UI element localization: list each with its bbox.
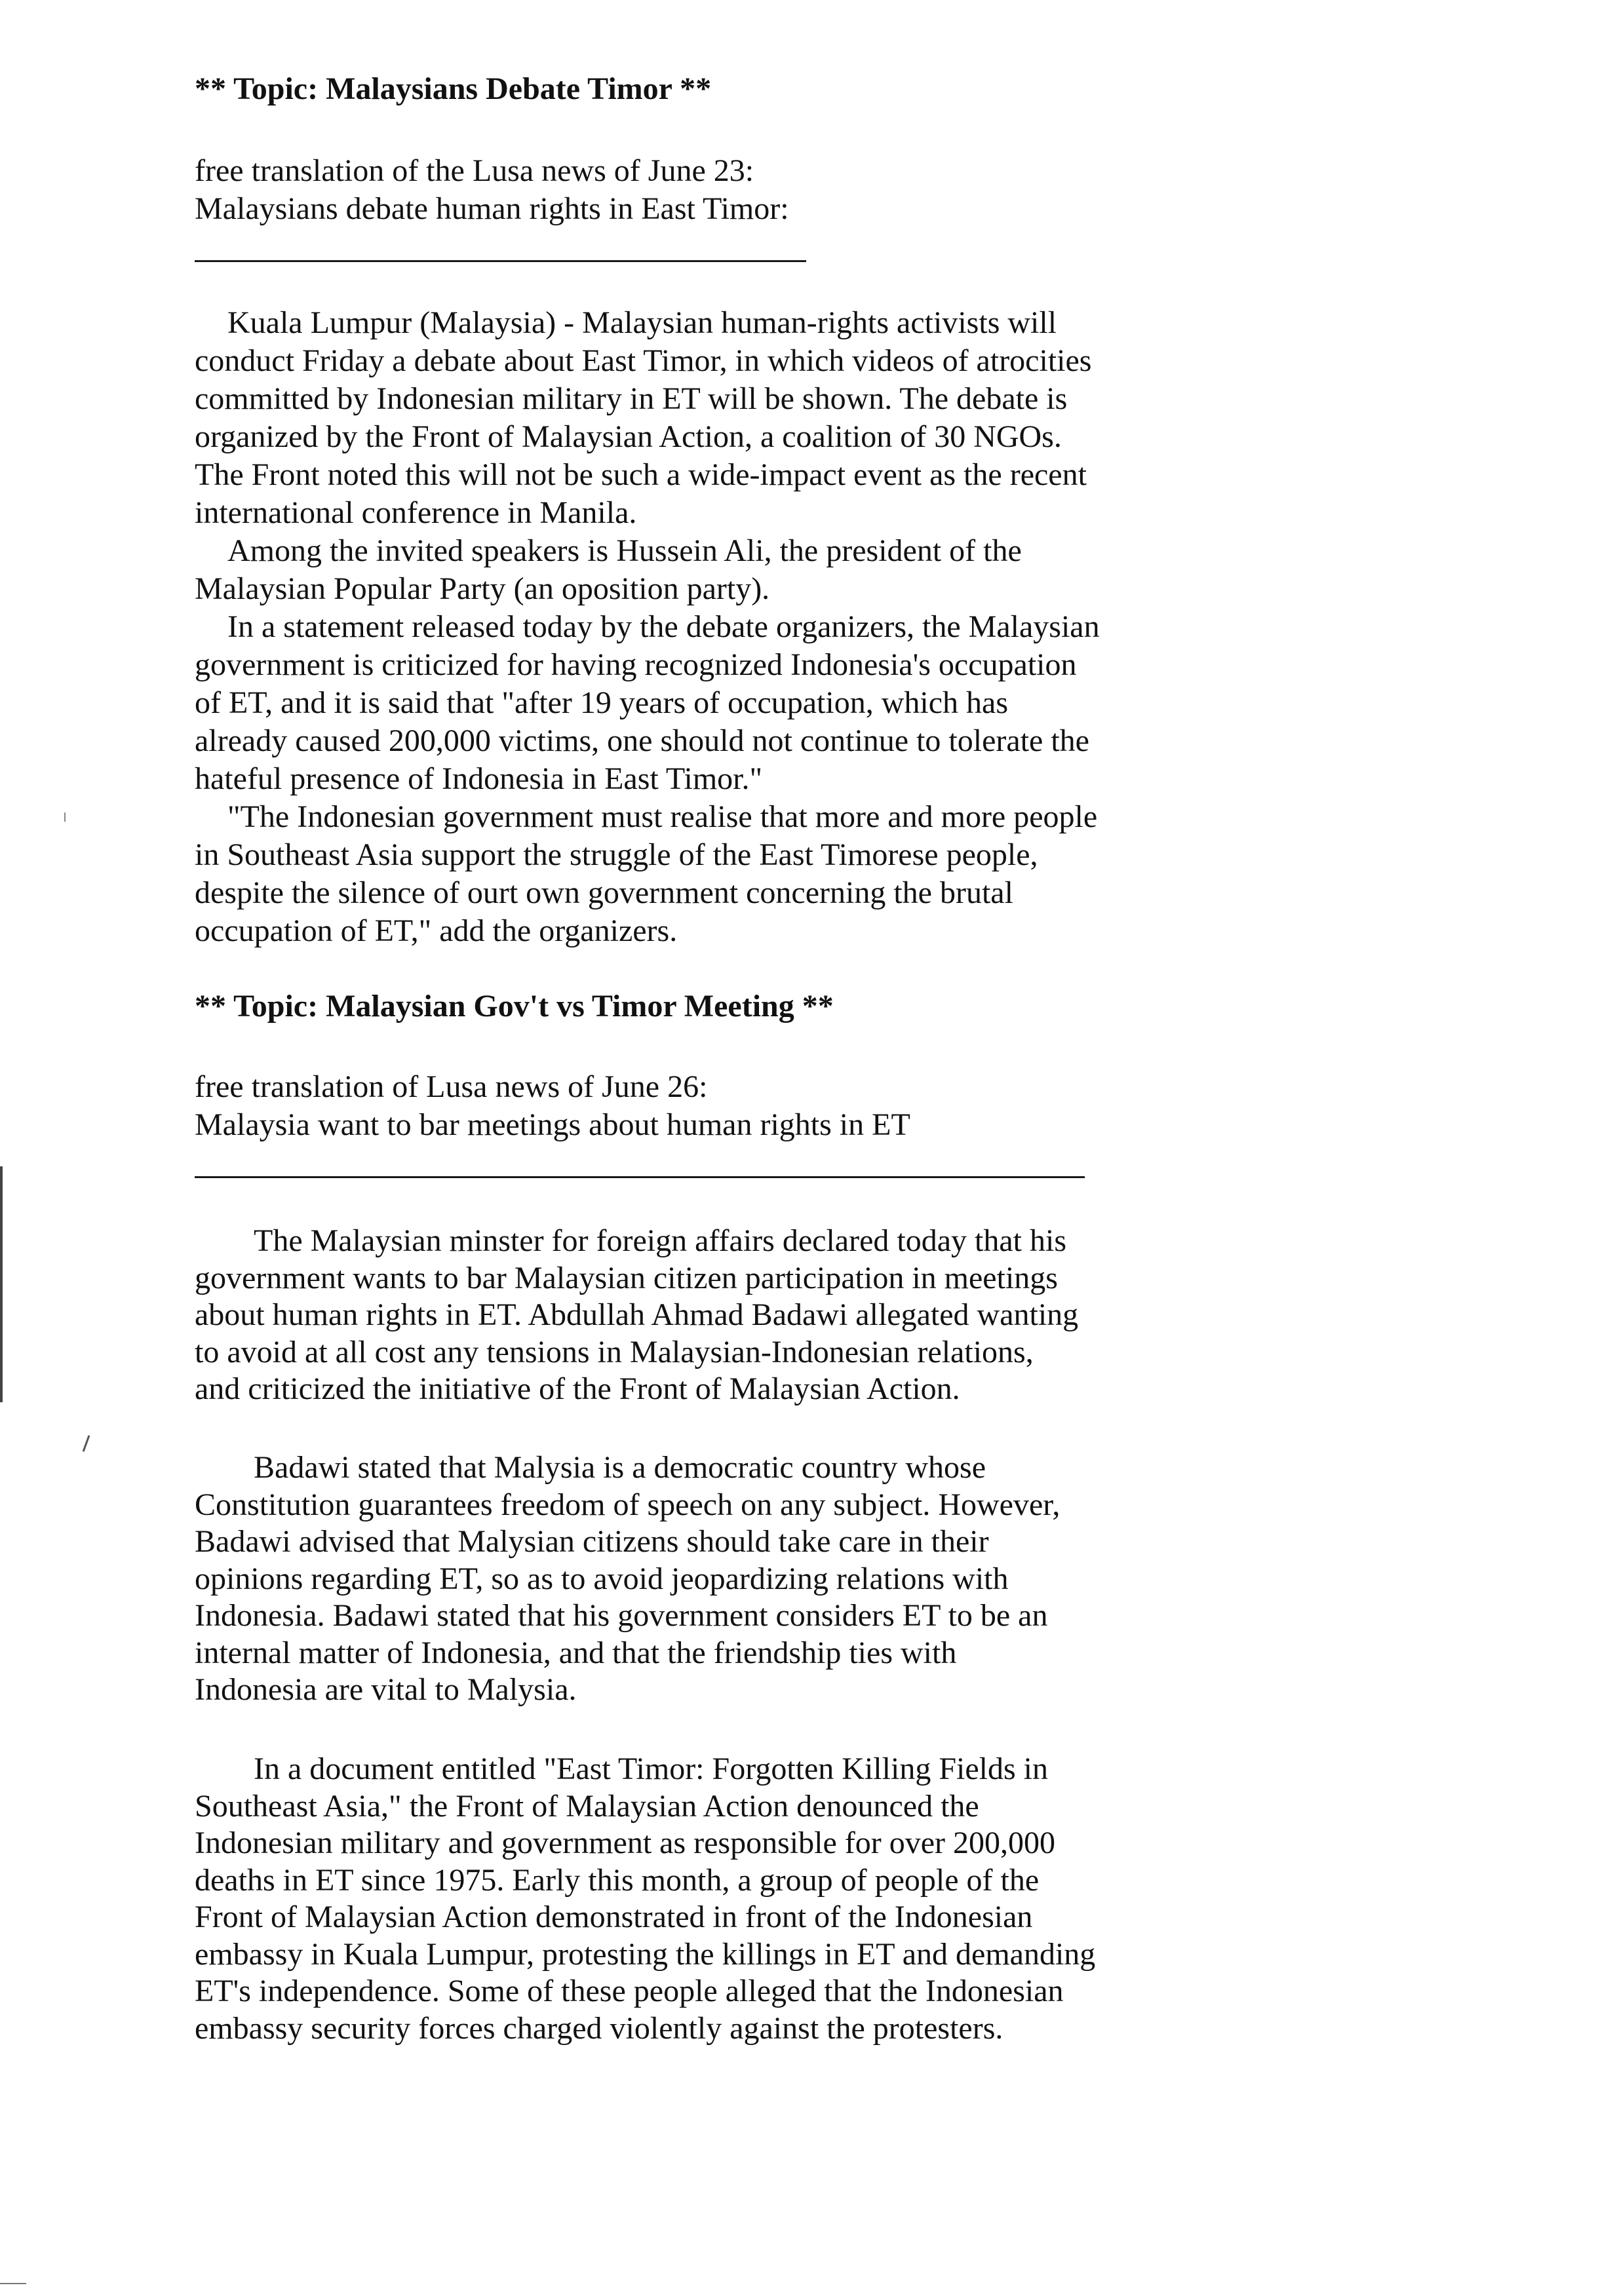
text-line: ET's independence. Some of these people alleged that the Indonesian [195,1974,1064,2008]
scan-edge-mark [0,2283,26,2284]
text-line: internal matter of Indonesia, and that the friendship ties with [195,1635,957,1670]
text-line: Constitution guarantees freedom of speech on any subject. However, [195,1487,1060,1522]
section1-paragraph [195,304,1091,532]
text-line: Southeast Asia," the Front of Malaysian Action denounced the [195,1788,979,1824]
section2-divider [195,1176,1085,1178]
text-line: to avoid at all cost any tensions in Malaysian-Indonesian relations, [195,1334,1034,1369]
text-line: deaths in ET since 1975. Early this month, a group of people of the [195,1862,1040,1898]
section1-paragraph [195,532,1022,608]
text-line: Malaysian Popular Party (an oposition party). [195,571,770,606]
text-line: and criticized the initiative of the Front of Malaysian Action. [195,1371,960,1406]
text-line: of ET, and it is said that "after 19 years of occupation, which has [195,685,1008,720]
text-line: in Southeast Asia support the struggle of the East Timorese people, [195,837,1038,872]
text-line: international conference in Manila. [195,495,637,530]
section2-paragraph [195,1751,1095,2047]
text-line: opinions regarding ET, so as to avoid jeopardizing relations with [195,1561,1009,1596]
text-line: already caused 200,000 victims, one should not continue to tolerate the [195,723,1089,758]
text-line: Kuala Lumpur (Malaysia) - Malaysian human-rights activists will [227,305,1057,340]
text-line: embassy in Kuala Lumpur, protesting the killings in ET and demanding [195,1936,1096,1972]
text-line: The Front noted this will not be such a wide-impact event as the recent [195,457,1087,492]
text-line: about human rights in ET. Abdullah Ahmad Badawi allegated wanting [195,1297,1079,1332]
text-line: Front of Malaysian Action demonstrated in front of the Indonesian [195,1900,1033,1934]
text-line: embassy security forces charged violently against the protesters. [195,2010,1003,2046]
text-line: The Malaysian minster for foreign affairs declared today that his [254,1223,1067,1258]
text-line: Indonesia. Badawi stated that his government considers ET to be an [195,1598,1048,1633]
section1-subtitle-line: free translation of the Lusa news of June 23: [195,153,754,188]
text-line: conduct Friday a debate about East Timor, in which videos of atrocities [195,343,1092,378]
section2-topic-heading: ** Topic: Malaysian Gov't vs Timor Meeting ** [195,989,834,1024]
section1-subtitle-line: Malaysians debate human rights in East Timor: [195,191,789,226]
text-line: Indonesian military and government as responsible for over 200,000 [195,1826,1056,1860]
section2-paragraph [195,1449,1060,1709]
scan-speck [64,813,66,822]
text-line: Badawi stated that Malysia is a democratic country whose [254,1450,986,1485]
text-line: "The Indonesian government must realise that more and more people [227,799,1098,834]
section2-subtitle-line: free translation of Lusa news of June 26: [195,1069,708,1104]
text-line: organized by the Front of Malaysian Action, a coalition of 30 NGOs. [195,419,1062,454]
section1-subtitle [195,152,789,228]
text-line: committed by Indonesian military in ET will be shown. The debate is [195,381,1068,416]
section2-paragraph [195,1223,1078,1408]
text-line: In a document entitled "East Timor: Forgotten Killing Fields in [254,1751,1048,1786]
text-line: government wants to bar Malaysian citizen participation in meetings [195,1260,1058,1295]
text-line: Indonesia are vital to Malysia. [195,1672,577,1707]
section1-divider [195,260,806,262]
section1-paragraph [195,608,1100,798]
section1-paragraph [195,798,1097,950]
text-line: Badawi advised that Malysian citizens should take care in their [195,1524,989,1559]
text-line: In a statement released today by the debate organizers, the Malaysian [227,609,1100,644]
text-line: Among the invited speakers is Hussein Ali, the president of the [227,533,1022,568]
text-line: hateful presence of Indonesia in East Timor." [195,761,763,796]
scan-edge-mark [0,1166,3,1402]
section1-topic-heading: ** Topic: Malaysians Debate Timor ** [195,71,712,106]
text-line: government is criticized for having recognized Indonesia's occupation [195,647,1077,682]
text-line: despite the silence of ourt own government concerning the brutal [195,875,1013,910]
scan-speck [83,1435,90,1451]
text-line: occupation of ET," add the organizers. [195,913,678,948]
section2-subtitle [195,1068,910,1144]
section2-subtitle-line: Malaysia want to bar meetings about human rights in ET [195,1107,910,1142]
